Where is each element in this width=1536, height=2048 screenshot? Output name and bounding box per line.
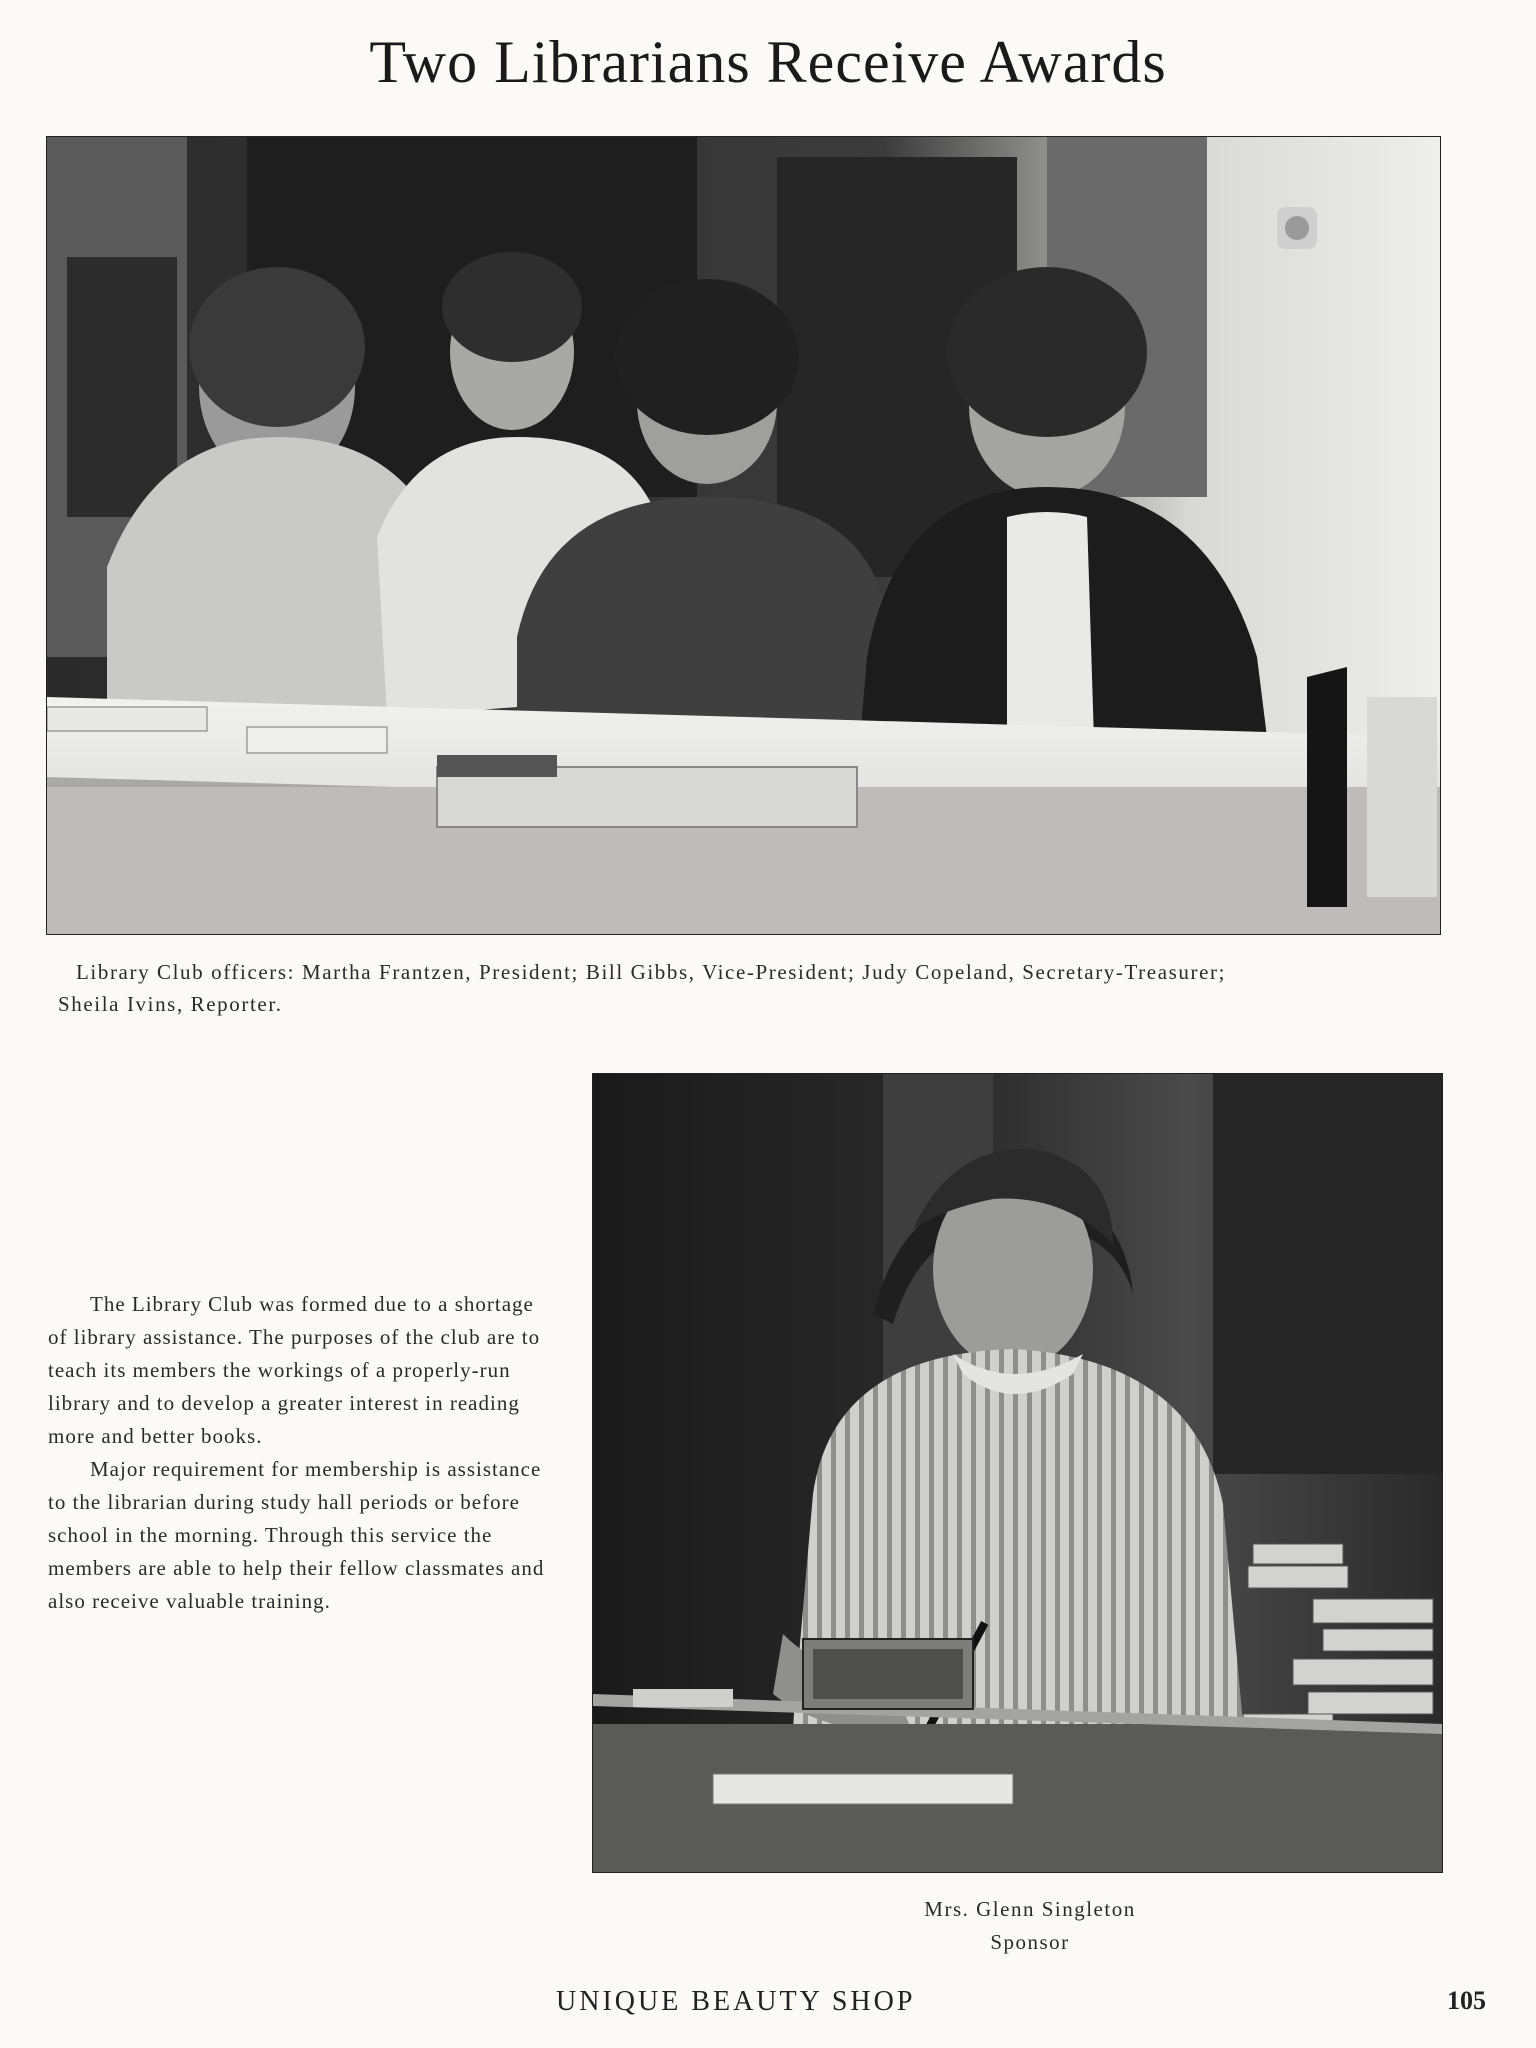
officers-caption-line-1: Library Club officers: Martha Frantzen, President; Bill Gibbs, Vice-President; Judy Copeland, Secretary-Treasurer; — [76, 960, 1227, 984]
footer-advertiser: UNIQUE BEAUTY SHOP — [556, 1986, 916, 2017]
officers-caption — [58, 956, 1426, 1020]
sponsor-role: Sponsor — [990, 1930, 1070, 1954]
page-number: 105 — [1447, 1986, 1486, 2015]
library-club-officers-photo — [46, 136, 1441, 935]
sponsor-photo — [592, 1073, 1443, 1873]
page-title: Two Librarians Receive Awards — [369, 29, 1167, 95]
description-paragraph-2: Major requirement for membership is assistance to the librarian during study hall periods or before school in the morning. Through this service the members are able to help their fellow classmates and also receive valuable training. — [48, 1457, 545, 1613]
sponsor-caption — [860, 1893, 1200, 1959]
officers-caption-line-2: Sheila Ivins, Reporter. — [58, 992, 283, 1016]
sponsor-name: Mrs. Glenn Singleton — [924, 1897, 1136, 1921]
library-club-description — [48, 1288, 548, 1618]
description-paragraph-1: The Library Club was formed due to a shortage of library assistance. The purposes of the club are to teach its members the workings of a properly-run library and to develop a greater interest in reading more and better books. — [48, 1292, 541, 1448]
